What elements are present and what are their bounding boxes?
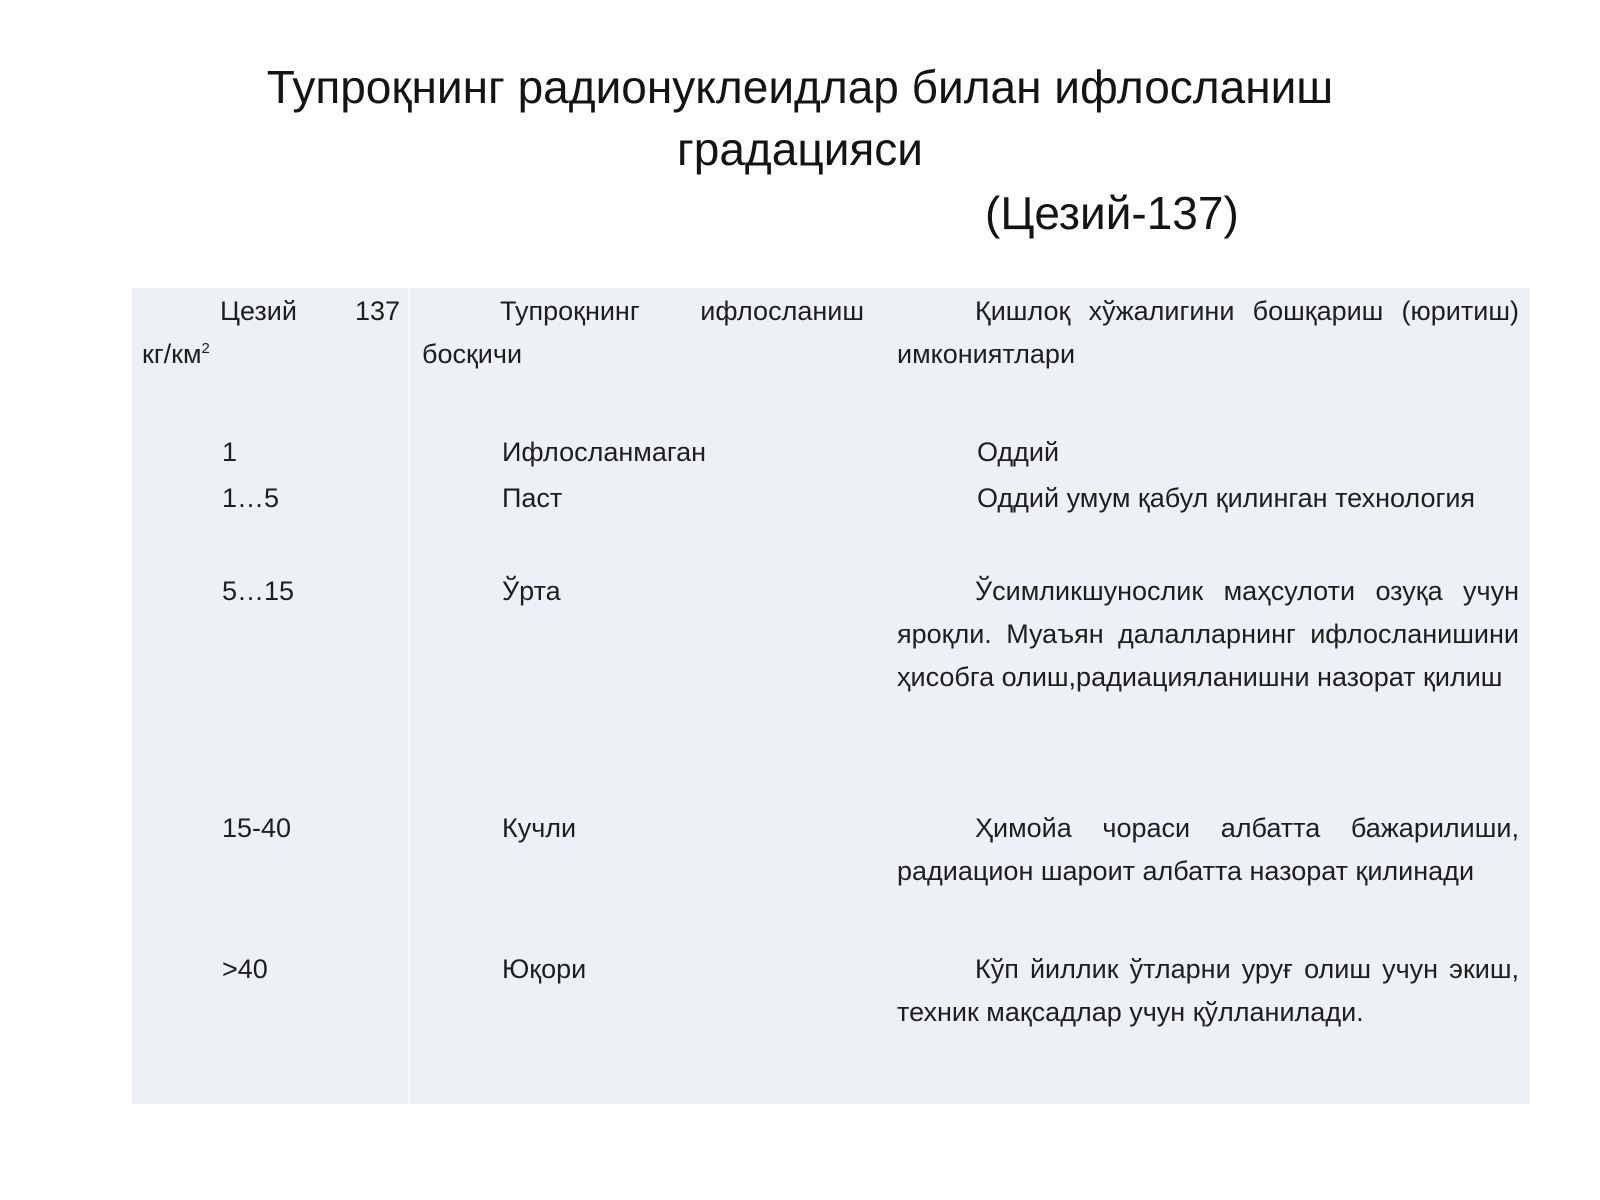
row-5-level: Юқори [502, 954, 587, 984]
column-divider [408, 288, 410, 1104]
header-cell-cesium [142, 290, 400, 376]
row-1-level: Ифлосланмаган [502, 437, 707, 467]
row-2-management: Оддий умум қабул қилинган технология [977, 483, 1476, 513]
header-cell-management: Қишлоқ хўжалигини бошқариш (юритиш) имкониятлари [897, 296, 1519, 369]
title-line-3: (Цезий-137) [985, 187, 1239, 239]
header-cell-level: Тупроқнинг ифлосланиш босқичи [422, 296, 864, 369]
row-4-value: 15-40 [222, 813, 292, 843]
row-1-value: 1 [222, 437, 238, 467]
row-3-management: Ўсимликшунослик маҳсулоти озуқа учун яроқли. Муаъян далалларнинг ифлосланишини ҳисобга олиш,радиацияланишни назорат қилиш [897, 576, 1519, 692]
row-3-level: Ўрта [502, 576, 561, 606]
gradation-table [132, 288, 1530, 1104]
header-cesium-label: Цезий 137 [220, 296, 400, 326]
header-unit [142, 333, 400, 376]
row-4-management: Ҳимойа чораси албатта бажарилиши, радиацион шароит албатта назорат қилинади [897, 813, 1519, 886]
row-5-value: >40 [222, 954, 268, 984]
row-3-value: 5…15 [222, 576, 295, 606]
row-5-management: Кўп йиллик ўтларни уруғ олиш учун экиш, техник мақсадлар учун қўлланилади. [897, 954, 1519, 1027]
header-unit-text: кг/км [142, 339, 202, 369]
slide-title [0, 56, 1600, 180]
row-4-level: Кучли [502, 813, 577, 843]
title-line-2: градацияси [676, 123, 923, 175]
header-unit-superscript: 2 [201, 340, 210, 357]
title-line-1: Тупроқнинг радионуклеидлар билан ифлосланиш [266, 61, 1334, 113]
row-2-value: 1…5 [222, 483, 280, 513]
row-1-management: Оддий [977, 437, 1060, 467]
row-2-level: Паст [502, 483, 563, 513]
